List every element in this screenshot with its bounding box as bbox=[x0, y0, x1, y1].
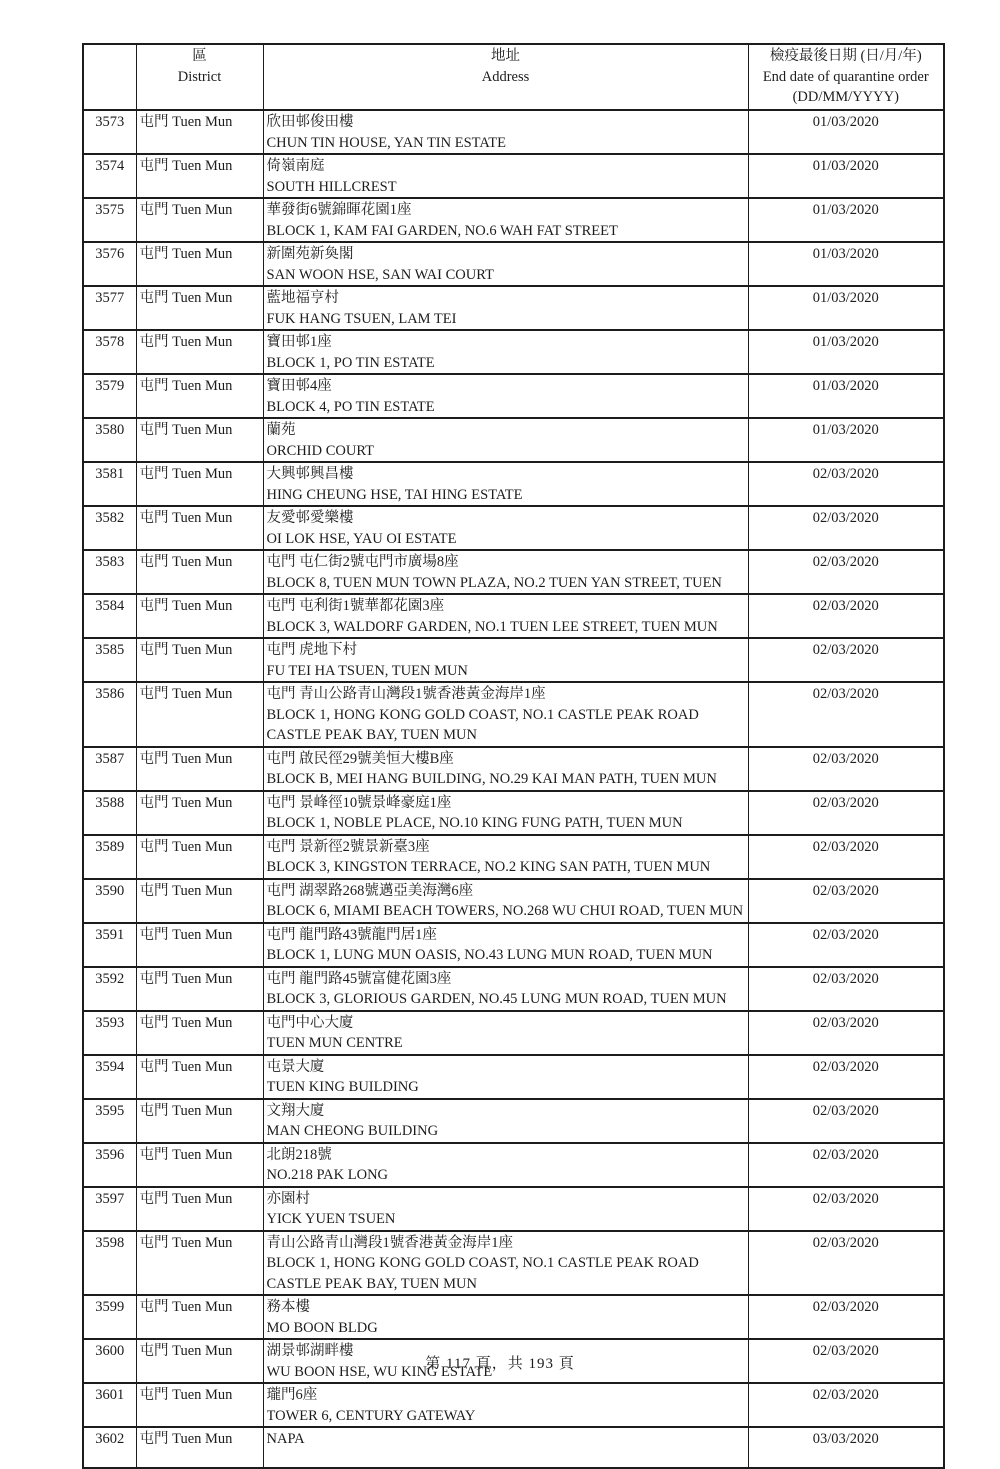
table-row bbox=[83, 923, 944, 967]
address-line: ORCHID COURT bbox=[266, 442, 374, 459]
row-address bbox=[263, 1383, 748, 1427]
row-district: 屯門 Tuen Mun bbox=[136, 110, 263, 154]
table-row bbox=[83, 747, 944, 791]
address-line: 大興邨興昌樓 bbox=[266, 466, 354, 482]
row-number: 3578 bbox=[83, 330, 136, 374]
row-number: 3601 bbox=[83, 1383, 136, 1427]
address-line: BLOCK 3, WALDORF GARDEN, NO.1 TUEN LEE STREET, TUEN MUN bbox=[266, 618, 718, 635]
row-date: 02/03/2020 bbox=[748, 506, 944, 550]
table-row bbox=[83, 110, 944, 154]
row-date: 02/03/2020 bbox=[748, 550, 944, 594]
header-address-zh: 地址 bbox=[491, 48, 520, 64]
row-address bbox=[263, 330, 748, 374]
address-line: 北朗218號 bbox=[266, 1146, 332, 1163]
row-date: 02/03/2020 bbox=[748, 747, 944, 791]
header-district-zh: 區 bbox=[192, 48, 207, 64]
row-number: 3600 bbox=[83, 1339, 136, 1383]
row-date: 02/03/2020 bbox=[748, 923, 944, 967]
address-line: CASTLE PEAK BAY, TUEN MUN bbox=[266, 1275, 477, 1292]
row-number: 3598 bbox=[83, 1231, 136, 1296]
table-body bbox=[83, 110, 944, 1468]
page-number: 第 117 頁，共 193 頁 bbox=[425, 1356, 575, 1372]
address-line: FU TEI HA TSUEN, TUEN MUN bbox=[266, 662, 468, 679]
row-address bbox=[263, 1427, 748, 1468]
row-number: 3585 bbox=[83, 638, 136, 682]
row-number: 3587 bbox=[83, 747, 136, 791]
row-district: 屯門 Tuen Mun bbox=[136, 682, 263, 747]
address-line: 文翔大廈 bbox=[266, 1102, 325, 1119]
row-district: 屯門 Tuen Mun bbox=[136, 1383, 263, 1427]
address-line: FUK HANG TSUEN, LAM TEI bbox=[266, 310, 457, 327]
address-line: BLOCK 1, HONG KONG GOLD COAST, NO.1 CASTLE PEAK ROAD bbox=[266, 706, 699, 723]
header-address-en: Address bbox=[481, 68, 530, 85]
row-date: 02/03/2020 bbox=[748, 1231, 944, 1296]
row-district: 屯門 Tuen Mun bbox=[136, 594, 263, 638]
header-date-format: (DD/MM/YYYY) bbox=[792, 89, 899, 105]
address-line: 寶田邨1座 bbox=[266, 334, 332, 350]
address-line: HING CHEUNG HSE, TAI HING ESTATE bbox=[266, 486, 523, 503]
address-line: BLOCK B, MEI HANG BUILDING, NO.29 KAI MAN PATH, TUEN MUN bbox=[266, 771, 717, 787]
row-date: 02/03/2020 bbox=[748, 791, 944, 835]
row-district: 屯門 Tuen Mun bbox=[136, 462, 263, 506]
row-date: 02/03/2020 bbox=[748, 1099, 944, 1143]
table-row bbox=[83, 682, 944, 747]
table-row bbox=[83, 506, 944, 550]
address-line: OI LOK HSE, YAU OI ESTATE bbox=[266, 530, 457, 547]
row-date: 02/03/2020 bbox=[748, 1339, 944, 1383]
row-date: 02/03/2020 bbox=[748, 462, 944, 506]
table-row bbox=[83, 1383, 944, 1427]
row-district: 屯門 Tuen Mun bbox=[136, 1231, 263, 1296]
address-line: TUEN MUN CENTRE bbox=[266, 1035, 403, 1051]
row-address bbox=[263, 1099, 748, 1143]
address-line: NO.218 PAK LONG bbox=[266, 1167, 389, 1183]
row-district: 屯門 Tuen Mun bbox=[136, 1295, 263, 1339]
row-date: 02/03/2020 bbox=[748, 1055, 944, 1099]
row-date: 01/03/2020 bbox=[748, 286, 944, 330]
row-number: 3575 bbox=[83, 198, 136, 242]
row-number: 3593 bbox=[83, 1011, 136, 1055]
table-row bbox=[83, 1231, 944, 1296]
row-date: 02/03/2020 bbox=[748, 1295, 944, 1339]
table-row bbox=[83, 462, 944, 506]
row-number: 3582 bbox=[83, 506, 136, 550]
header-district bbox=[136, 44, 263, 110]
address-line: CHUN TIN HOUSE, YAN TIN ESTATE bbox=[266, 134, 506, 151]
row-district: 屯門 Tuen Mun bbox=[136, 923, 263, 967]
row-number: 3577 bbox=[83, 286, 136, 330]
table-row bbox=[83, 550, 944, 594]
address-line: 青山公路青山灣段1號香港黃金海岸1座 bbox=[266, 1234, 513, 1251]
row-number: 3596 bbox=[83, 1143, 136, 1187]
table-row bbox=[83, 374, 944, 418]
row-number: 3586 bbox=[83, 682, 136, 747]
row-district: 屯門 Tuen Mun bbox=[136, 879, 263, 923]
row-address bbox=[263, 286, 748, 330]
header-address bbox=[263, 44, 748, 110]
row-date: 02/03/2020 bbox=[748, 1383, 944, 1427]
row-district: 屯門 Tuen Mun bbox=[136, 791, 263, 835]
address-line: SAN WOON HSE, SAN WAI COURT bbox=[266, 266, 494, 283]
row-date: 01/03/2020 bbox=[748, 198, 944, 242]
row-number: 3584 bbox=[83, 594, 136, 638]
row-address bbox=[263, 506, 748, 550]
address-line: YICK YUEN TSUEN bbox=[266, 1211, 396, 1227]
row-date: 02/03/2020 bbox=[748, 1187, 944, 1231]
row-address bbox=[263, 418, 748, 462]
row-date: 01/03/2020 bbox=[748, 374, 944, 418]
address-line: WU BOON HSE, WU KING ESTATE bbox=[266, 1363, 493, 1380]
row-district: 屯門 Tuen Mun bbox=[136, 330, 263, 374]
row-district: 屯門 Tuen Mun bbox=[136, 550, 263, 594]
row-number: 3592 bbox=[83, 967, 136, 1011]
address-line: BLOCK 1, PO TIN ESTATE bbox=[266, 354, 435, 371]
header-row bbox=[83, 44, 944, 110]
table-header bbox=[83, 44, 944, 110]
address-line: 華發街6號錦暉花園1座 bbox=[266, 202, 412, 218]
row-address bbox=[263, 374, 748, 418]
row-district: 屯門 Tuen Mun bbox=[136, 1143, 263, 1187]
row-address bbox=[263, 594, 748, 638]
address-line: NAPA bbox=[266, 1431, 305, 1447]
quarantine-table bbox=[82, 43, 945, 1469]
row-district: 屯門 Tuen Mun bbox=[136, 242, 263, 286]
header-district-en: District bbox=[177, 68, 222, 85]
row-address bbox=[263, 1187, 748, 1231]
row-date: 02/03/2020 bbox=[748, 1143, 944, 1187]
row-address bbox=[263, 1055, 748, 1099]
address-line: 屯門 景峰徑10號景峰豪庭1座 bbox=[266, 794, 452, 811]
address-line: BLOCK 4, PO TIN ESTATE bbox=[266, 398, 435, 415]
address-line: MAN CHEONG BUILDING bbox=[266, 1123, 439, 1139]
row-address bbox=[263, 1011, 748, 1055]
address-line: MO BOON BLDG bbox=[266, 1319, 378, 1336]
address-line: BLOCK 1, LUNG MUN OASIS, NO.43 LUNG MUN ROAD, TUEN MUN bbox=[266, 947, 713, 963]
address-line: BLOCK 3, GLORIOUS GARDEN, NO.45 LUNG MUN ROAD, TUEN MUN bbox=[266, 991, 727, 1007]
row-date: 01/03/2020 bbox=[748, 330, 944, 374]
row-number: 3599 bbox=[83, 1295, 136, 1339]
table-row bbox=[83, 198, 944, 242]
row-district: 屯門 Tuen Mun bbox=[136, 198, 263, 242]
address-line: 屯門 屯仁街2號屯門市廣場8座 bbox=[266, 554, 459, 570]
row-district: 屯門 Tuen Mun bbox=[136, 286, 263, 330]
row-number: 3595 bbox=[83, 1099, 136, 1143]
address-line: 瓏門6座 bbox=[266, 1387, 318, 1403]
row-address bbox=[263, 747, 748, 791]
header-no bbox=[83, 44, 136, 110]
row-number: 3579 bbox=[83, 374, 136, 418]
row-address bbox=[263, 835, 748, 879]
address-line: BLOCK 1, KAM FAI GARDEN, NO.6 WAH FAT STREET bbox=[266, 222, 618, 239]
row-date: 02/03/2020 bbox=[748, 1011, 944, 1055]
address-line: 屯門中心大廈 bbox=[266, 1014, 354, 1031]
address-line: 屯景大廈 bbox=[266, 1058, 325, 1075]
header-date-zh: 檢疫最後日期 (日/月/年) bbox=[769, 48, 922, 64]
row-date: 03/03/2020 bbox=[748, 1427, 944, 1468]
table-row bbox=[83, 638, 944, 682]
row-number: 3583 bbox=[83, 550, 136, 594]
row-address bbox=[263, 550, 748, 594]
row-date: 02/03/2020 bbox=[748, 682, 944, 747]
row-district: 屯門 Tuen Mun bbox=[136, 1099, 263, 1143]
address-line: BLOCK 1, HONG KONG GOLD COAST, NO.1 CASTLE PEAK ROAD bbox=[266, 1255, 699, 1271]
row-address bbox=[263, 638, 748, 682]
address-line: 屯門 啟民徑29號美恒大樓B座 bbox=[266, 750, 454, 767]
row-date: 02/03/2020 bbox=[748, 638, 944, 682]
row-number: 3576 bbox=[83, 242, 136, 286]
header-date bbox=[748, 44, 944, 110]
row-district: 屯門 Tuen Mun bbox=[136, 1187, 263, 1231]
row-district: 屯門 Tuen Mun bbox=[136, 835, 263, 879]
row-date: 01/03/2020 bbox=[748, 110, 944, 154]
row-number: 3581 bbox=[83, 462, 136, 506]
table-row bbox=[83, 1055, 944, 1099]
row-number: 3588 bbox=[83, 791, 136, 835]
address-line: 屯門 湖翠路268號邁亞美海灣6座 bbox=[266, 882, 474, 899]
table-row bbox=[83, 418, 944, 462]
table-row bbox=[83, 1143, 944, 1187]
address-line: TUEN KING BUILDING bbox=[266, 1079, 419, 1095]
row-address bbox=[263, 791, 748, 835]
table-row bbox=[83, 835, 944, 879]
row-date: 01/03/2020 bbox=[748, 418, 944, 462]
table-row bbox=[83, 594, 944, 638]
address-line: 寶田邨4座 bbox=[266, 378, 332, 394]
address-line: BLOCK 3, KINGSTON TERRACE, NO.2 KING SAN PATH, TUEN MUN bbox=[266, 859, 711, 875]
row-number: 3574 bbox=[83, 154, 136, 198]
row-date: 01/03/2020 bbox=[748, 242, 944, 286]
row-number: 3594 bbox=[83, 1055, 136, 1099]
row-address bbox=[263, 1295, 748, 1339]
table-row bbox=[83, 242, 944, 286]
row-address bbox=[263, 242, 748, 286]
row-district: 屯門 Tuen Mun bbox=[136, 374, 263, 418]
table-row bbox=[83, 1187, 944, 1231]
row-address bbox=[263, 879, 748, 923]
row-address bbox=[263, 110, 748, 154]
row-number: 3591 bbox=[83, 923, 136, 967]
row-number: 3580 bbox=[83, 418, 136, 462]
row-district: 屯門 Tuen Mun bbox=[136, 1011, 263, 1055]
row-district: 屯門 Tuen Mun bbox=[136, 154, 263, 198]
table-row bbox=[83, 791, 944, 835]
address-line: 湖景邨湖畔樓 bbox=[266, 1343, 354, 1359]
row-address bbox=[263, 1231, 748, 1296]
address-line: 欣田邨俊田樓 bbox=[266, 114, 354, 130]
row-date: 02/03/2020 bbox=[748, 835, 944, 879]
row-number: 3573 bbox=[83, 110, 136, 154]
table-row bbox=[83, 1427, 944, 1468]
row-date: 01/03/2020 bbox=[748, 154, 944, 198]
table-row bbox=[83, 1011, 944, 1055]
row-address bbox=[263, 198, 748, 242]
table-row bbox=[83, 154, 944, 198]
address-line: 亦園村 bbox=[266, 1190, 310, 1207]
row-address bbox=[263, 967, 748, 1011]
header-date-en: End date of quarantine order bbox=[762, 68, 929, 85]
address-line: 新圍苑新奐閣 bbox=[266, 246, 354, 262]
address-line: 屯門 屯利街1號華都花園3座 bbox=[266, 598, 445, 614]
address-line: BLOCK 8, TUEN MUN TOWN PLAZA, NO.2 TUEN YAN STREET, TUEN bbox=[266, 574, 722, 591]
address-line: 屯門 景新徑2號景新臺3座 bbox=[266, 838, 430, 855]
row-district: 屯門 Tuen Mun bbox=[136, 1055, 263, 1099]
row-district: 屯門 Tuen Mun bbox=[136, 1427, 263, 1468]
address-line: 屯門 龍門路45號富健花園3座 bbox=[266, 970, 452, 987]
row-district: 屯門 Tuen Mun bbox=[136, 506, 263, 550]
row-date: 02/03/2020 bbox=[748, 967, 944, 1011]
row-number: 3589 bbox=[83, 835, 136, 879]
row-number: 3602 bbox=[83, 1427, 136, 1468]
address-line: 屯門 青山公路青山灣段1號香港黃金海岸1座 bbox=[266, 686, 546, 702]
row-address bbox=[263, 1143, 748, 1187]
address-line: 屯門 虎地下村 bbox=[266, 642, 358, 658]
address-line: TOWER 6, CENTURY GATEWAY bbox=[266, 1407, 476, 1424]
table-row bbox=[83, 1295, 944, 1339]
address-line: 屯門 龍門路43號龍門居1座 bbox=[266, 926, 437, 943]
table-row bbox=[83, 967, 944, 1011]
row-district: 屯門 Tuen Mun bbox=[136, 747, 263, 791]
row-date: 02/03/2020 bbox=[748, 879, 944, 923]
table-row bbox=[83, 330, 944, 374]
row-date: 02/03/2020 bbox=[748, 594, 944, 638]
row-district: 屯門 Tuen Mun bbox=[136, 418, 263, 462]
address-line: 倚嶺南庭 bbox=[266, 158, 325, 174]
row-number: 3590 bbox=[83, 879, 136, 923]
row-address bbox=[263, 462, 748, 506]
row-address bbox=[263, 154, 748, 198]
address-line: 藍地福亨村 bbox=[266, 290, 339, 306]
address-line: 蘭苑 bbox=[266, 422, 296, 438]
table-row bbox=[83, 879, 944, 923]
address-line: CASTLE PEAK BAY, TUEN MUN bbox=[266, 727, 477, 743]
address-line: BLOCK 6, MIAMI BEACH TOWERS, NO.268 WU CHUI ROAD, TUEN MUN bbox=[266, 903, 744, 919]
row-address bbox=[263, 923, 748, 967]
address-line: BLOCK 1, NOBLE PLACE, NO.10 KING FUNG PATH, TUEN MUN bbox=[266, 815, 683, 831]
address-line: 友愛邨愛樂樓 bbox=[266, 510, 354, 526]
address-line: 務本樓 bbox=[266, 1299, 310, 1315]
row-number: 3597 bbox=[83, 1187, 136, 1231]
address-line: SOUTH HILLCREST bbox=[266, 178, 397, 195]
table-row bbox=[83, 1099, 944, 1143]
row-district: 屯門 Tuen Mun bbox=[136, 967, 263, 1011]
row-district: 屯門 Tuen Mun bbox=[136, 638, 263, 682]
row-address bbox=[263, 682, 748, 747]
table-row bbox=[83, 286, 944, 330]
row-district: 屯門 Tuen Mun bbox=[136, 1339, 263, 1383]
